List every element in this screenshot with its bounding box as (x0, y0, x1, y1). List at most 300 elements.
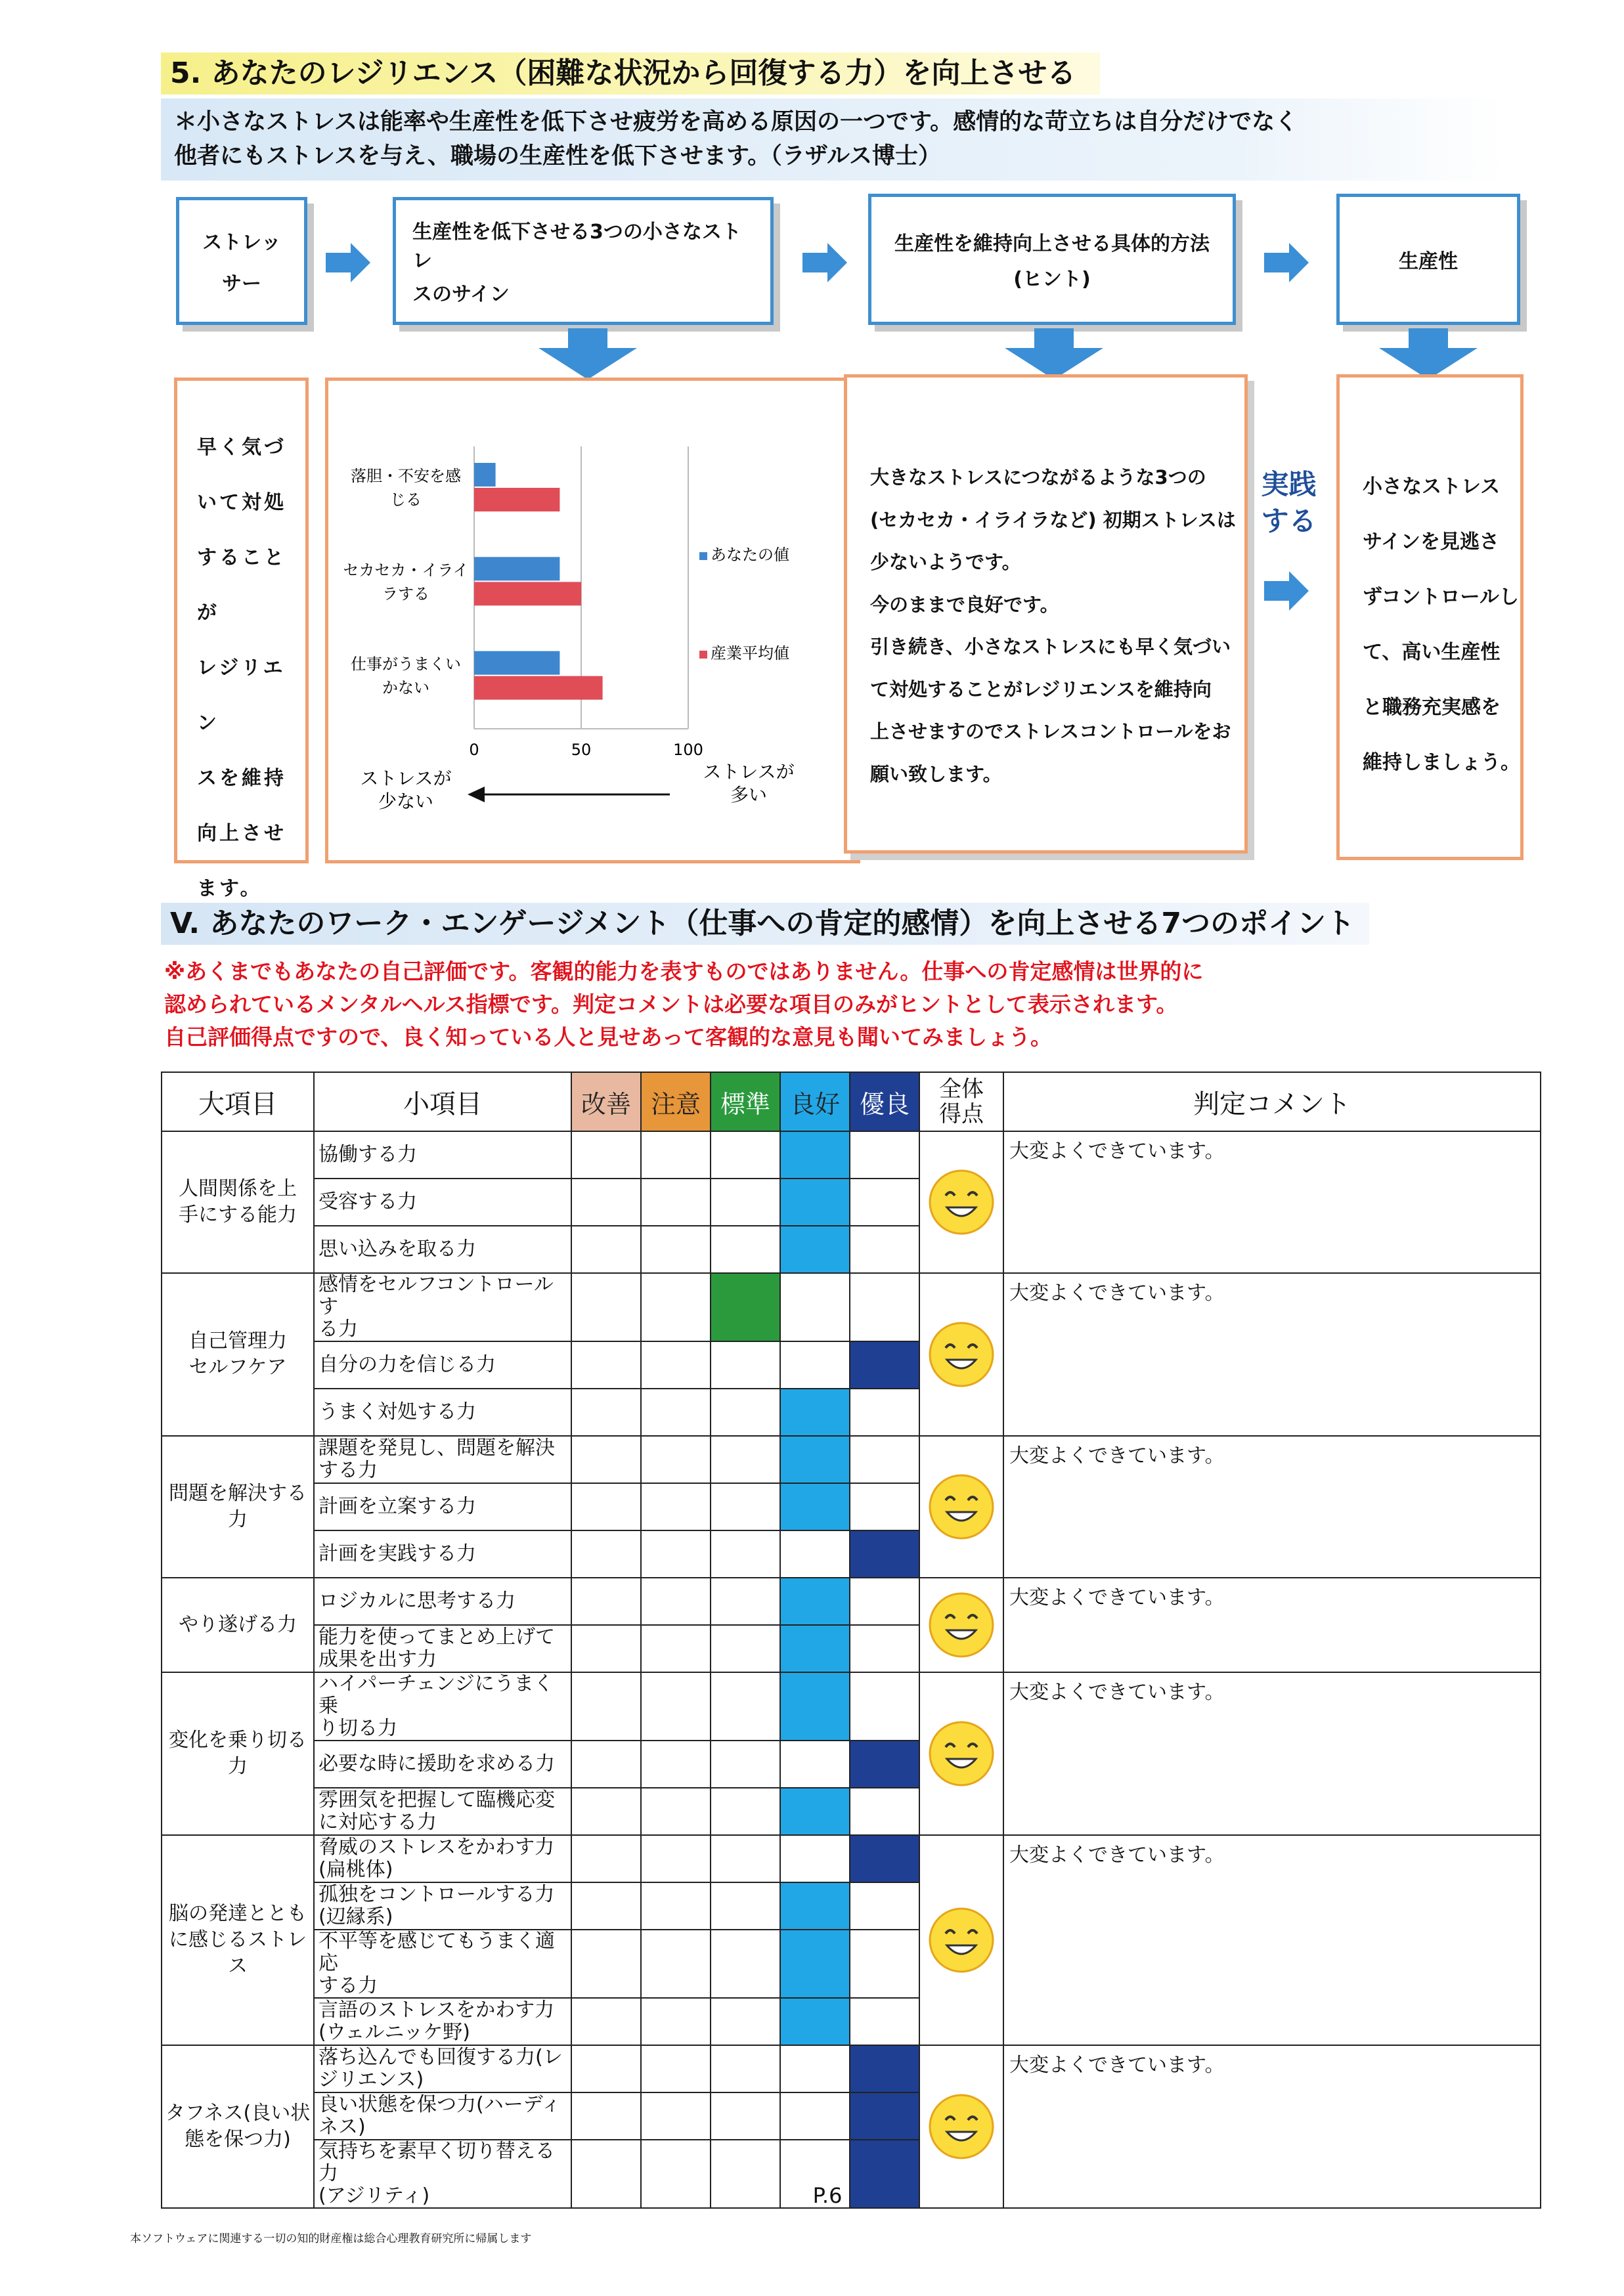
table-row (162, 1131, 1541, 1179)
down-arrow-icon (1376, 328, 1481, 381)
level-cell (850, 1436, 919, 1483)
item-cell (314, 1672, 571, 1741)
smiley-face-icon (927, 1906, 996, 1974)
bar-industry (474, 676, 603, 700)
right-arrow-icon (326, 240, 372, 286)
level-cell (641, 1131, 711, 1179)
level-marker (850, 2092, 919, 2140)
level-marker (780, 1226, 850, 1273)
level-cell (711, 1882, 780, 1930)
level-cell (571, 1835, 641, 1882)
item-line: (アジリティ) (318, 2184, 430, 2207)
copyright-notice: 本ソフトウェアに関連する一切の知的財産権は総合心理教育研究所に帰属します (130, 2232, 532, 2245)
level-marker (850, 1835, 919, 1882)
right-panel-line: 小さなストレス (1363, 475, 1501, 498)
level-cell (780, 1741, 850, 1788)
productivity-label: 生産性 (1399, 250, 1458, 273)
item-line: 不平等を感じてもうまく適応 (318, 1930, 555, 1975)
advice-line: 願い致します。 (870, 762, 1002, 785)
level-cell (641, 1672, 711, 1741)
level-cell (641, 1741, 711, 1788)
level-cell (711, 2140, 780, 2208)
category-cell (162, 1131, 314, 1273)
item-cell (314, 1835, 571, 1882)
level-cell (571, 1578, 641, 1625)
level-cell (641, 1788, 711, 1835)
level-cell (571, 1788, 641, 1835)
item-line: ネス) (318, 2115, 366, 2138)
advice-line: 引き続き、小さなストレスにも早く気づい (870, 636, 1231, 658)
level-cell (780, 1341, 850, 1389)
header-overall-line: 全体 (939, 1076, 984, 1102)
item-line: 計画を立案する力 (318, 1495, 476, 1518)
item-line: (ウェルニッケ野) (318, 2021, 471, 2044)
level-cell (850, 1226, 919, 1273)
level-cell (850, 1998, 919, 2045)
right-panel-line: て、高い生産性 (1363, 641, 1501, 664)
level-cell (571, 1530, 641, 1578)
smiley-face-icon (927, 1320, 996, 1389)
level-cell (850, 1672, 919, 1741)
right-panel-line: と職務充実感を (1363, 696, 1501, 719)
category-label: かない (382, 678, 429, 697)
category-label: ラする (382, 584, 429, 603)
overall-score-cell (919, 2045, 1003, 2208)
table-row (162, 1436, 1541, 1483)
right-panel-line: 維持しましょう。 (1363, 751, 1520, 774)
practice-line-1: 実践 (1261, 468, 1317, 500)
header-level: 標準 (711, 1072, 780, 1131)
category-line: 脳の発達ととも (169, 1902, 307, 1925)
category-label: 仕事がうまくい (351, 655, 461, 674)
level-cell (711, 1341, 780, 1389)
overall-score-cell (919, 1672, 1003, 1835)
advice-line: (セカセカ・イライラなど) 初期ストレスは (870, 508, 1236, 531)
level-marker (780, 1788, 850, 1835)
item-cell (314, 1273, 571, 1341)
stress-chart-panel (325, 378, 860, 863)
level-cell (641, 1578, 711, 1625)
level-cell (850, 1625, 919, 1672)
item-cell (314, 1788, 571, 1835)
item-line: 言語のストレスをかわす力 (318, 1999, 555, 2022)
level-marker (780, 1882, 850, 1930)
item-line: 計画を実践する力 (318, 1542, 476, 1565)
item-line: 孤独をコントロールする力 (318, 1883, 555, 1906)
level-cell (571, 1226, 641, 1273)
item-line: り切る力 (318, 1717, 397, 1740)
item-cell (314, 1530, 571, 1578)
level-marker (850, 2045, 919, 2092)
category-line: 人間関係を上 (179, 1177, 297, 1200)
method-label-2: (ヒント) (1013, 268, 1091, 291)
level-cell (850, 1273, 919, 1341)
level-cell (641, 1625, 711, 1672)
item-line: 感情をセルフコントロールす (318, 1273, 554, 1318)
level-cell (850, 1179, 919, 1226)
level-cell (641, 1835, 711, 1882)
engagement-table (161, 1072, 1541, 2209)
bar-yours (474, 557, 560, 580)
down-arrow-icon (535, 328, 640, 381)
level-marker (780, 1131, 850, 1179)
level-cell (641, 1998, 711, 2045)
level-cell (780, 2045, 850, 2092)
level-cell (571, 2045, 641, 2092)
item-line: 落ち込んでも回復する力(レ (318, 2046, 563, 2069)
comment-cell: 大変よくできています。 (1003, 1436, 1541, 1578)
item-line: 必要な時に援助を求める力 (318, 1752, 555, 1775)
item-line: ジリエンス) (318, 2068, 424, 2091)
method-label-1: 生産性を維持向上させる具体的方法 (894, 232, 1210, 255)
item-cell (314, 1436, 571, 1483)
item-cell (314, 1625, 571, 1672)
item-line: 脅威のストレスをかわす力 (318, 1836, 555, 1859)
quote-line-1: ＊小さなストレスは能率や生産性を低下させ疲労を高める原因の一つです。感情的な苛立ちは自分だけでなく (174, 109, 1298, 135)
item-cell (314, 1179, 571, 1226)
level-cell (780, 1530, 850, 1578)
category-line: セルフケア (188, 1356, 287, 1379)
flow-signs-box (393, 197, 774, 325)
smiley-face-icon (927, 1591, 996, 1659)
practice-label (1258, 466, 1320, 540)
note-line: 認められているメンタルヘルス指標です。判定コメントは必要な項目のみがヒントとして表示されます。 (164, 991, 1178, 1017)
level-cell (571, 1998, 641, 2045)
category-line: 自己管理力 (188, 1330, 287, 1353)
x-tick-label: 100 (673, 741, 703, 759)
item-line: に対応する力 (318, 1811, 437, 1834)
level-cell (850, 1788, 919, 1835)
item-cell (314, 1741, 571, 1788)
item-line: ロジカルに思考する力 (318, 1590, 516, 1613)
smiley-face-icon (927, 1473, 996, 1541)
advice-panel (844, 374, 1248, 854)
note-line: ※あくまでもあなたの自己評価です。客観的能力を表すものではありません。仕事への肯定感情は世界的に (164, 959, 1204, 984)
down-arrow-icon (1001, 328, 1107, 381)
smiley-face-icon (927, 1168, 996, 1236)
left-note: 少ない (378, 791, 434, 812)
advice-line: 大きなストレスにつながるような3つの (870, 466, 1206, 488)
flow-method-box (868, 194, 1236, 325)
level-marker (780, 1625, 850, 1672)
level-cell (571, 1625, 641, 1672)
overall-score-cell (919, 1578, 1003, 1672)
comment-cell: 大変よくできています。 (1003, 1131, 1541, 1273)
level-cell (641, 2092, 711, 2140)
header-comment: 判定コメント (1003, 1072, 1541, 1131)
category-line: 手にする能力 (179, 1203, 297, 1226)
category-line: 態を保つ力) (185, 2128, 291, 2151)
category-line: タフネス(良い状 (165, 2102, 311, 2125)
level-cell (711, 1672, 780, 1741)
level-cell (850, 1131, 919, 1179)
category-line: 力 (228, 1755, 248, 1778)
left-panel-line: することが (197, 546, 286, 624)
item-cell (314, 2045, 571, 2092)
item-line: 受容する力 (318, 1190, 417, 1213)
item-line: 雰囲気を把握して臨機応変 (318, 1788, 555, 1811)
level-cell (711, 1436, 780, 1483)
level-cell (641, 1483, 711, 1530)
level-cell (571, 1483, 641, 1530)
item-line: 思い込みを取る力 (318, 1238, 476, 1261)
level-cell (571, 1389, 641, 1436)
category-line: 力 (228, 1508, 248, 1531)
header-level: 良好 (780, 1072, 850, 1131)
comment-cell: 大変よくできています。 (1003, 2045, 1541, 2208)
table-row (162, 2045, 1541, 2092)
item-line: (扁桃体) (318, 1858, 393, 1881)
level-cell (711, 1930, 780, 1998)
level-cell (850, 1882, 919, 1930)
bar-industry (474, 488, 560, 511)
level-marker (780, 1483, 850, 1530)
left-panel-line: 向上させ (197, 822, 286, 845)
item-cell (314, 1998, 571, 2045)
level-marker (711, 1273, 780, 1341)
category-cell (162, 1578, 314, 1672)
level-cell (641, 1226, 711, 1273)
level-cell (780, 1273, 850, 1341)
level-cell (711, 1578, 780, 1625)
lazarus-quote (161, 98, 1507, 181)
category-cell (162, 1273, 314, 1436)
level-cell (641, 1882, 711, 1930)
level-cell (641, 1436, 711, 1483)
item-line: 協働する力 (318, 1143, 417, 1166)
level-marker (780, 1389, 850, 1436)
category-line: 変化を乗り切る (169, 1729, 307, 1752)
category-label: セカセカ・イライ (343, 561, 469, 580)
item-line: 良い状態を保つ力(ハーディ (318, 2093, 561, 2116)
level-cell (711, 1483, 780, 1530)
flow-productivity-box (1336, 194, 1520, 325)
level-cell (780, 1835, 850, 1882)
x-tick-label: 50 (571, 741, 592, 759)
x-tick-label: 0 (469, 741, 479, 759)
advice-line: 上させますのでストレスコントロールをお (870, 720, 1231, 743)
resilience-left-panel (174, 378, 309, 900)
item-cell (314, 1578, 571, 1625)
item-cell (314, 1341, 571, 1389)
level-marker (780, 1436, 850, 1483)
right-arrow-icon (1264, 568, 1310, 614)
level-cell (641, 1530, 711, 1578)
stressor-label-1: ストレッ (202, 231, 281, 255)
legend-label: 産業平均値 (711, 644, 789, 662)
left-panel-line: レジリエン (197, 657, 286, 735)
item-cell (314, 1930, 571, 1998)
level-marker (780, 1998, 850, 2045)
category-cell (162, 1672, 314, 1835)
item-line: 気持ちを素早く切り替える力 (318, 2140, 555, 2185)
right-panel-line: ずコントロールし (1363, 586, 1519, 609)
level-cell (641, 2045, 711, 2092)
direction-arrow-head (468, 787, 485, 802)
level-cell (711, 1998, 780, 2045)
overall-score-cell (919, 1131, 1003, 1273)
left-panel-line: 早く気づ (197, 436, 286, 459)
level-cell (641, 1273, 711, 1341)
right-arrow-icon (802, 240, 848, 286)
right-note: 多い (730, 784, 768, 806)
advice-line: て対処することがレジリエンスを維持向 (870, 678, 1212, 701)
level-cell (641, 1179, 711, 1226)
item-cell (314, 1226, 571, 1273)
level-cell (571, 1436, 641, 1483)
right-panel-line: サインを見逃さ (1363, 531, 1499, 553)
engagement-section-title: V. あなたのワーク・エンゲージメント（仕事への肯定的感情）を向上させる7つのポイント (161, 903, 1369, 945)
level-cell (571, 1273, 641, 1341)
stressor-label-2: サー (222, 272, 261, 295)
category-cell (162, 1436, 314, 1578)
header-overall (919, 1072, 1003, 1131)
item-line: 課題を発見し、問題を解決 (318, 1437, 555, 1460)
level-cell (571, 1741, 641, 1788)
item-line: 能力を使ってまとめ上げて (318, 1626, 555, 1649)
stress-bar-chart (328, 381, 857, 860)
item-line: 成果を出す力 (318, 1648, 437, 1671)
header-level: 改善 (571, 1072, 641, 1131)
level-cell (711, 1741, 780, 1788)
page-number: P.6 (812, 2183, 843, 2208)
item-cell (314, 1389, 571, 1436)
level-cell (641, 2140, 711, 2208)
bar-industry (474, 582, 581, 605)
advice-line: 今のままで良好です。 (870, 593, 1059, 616)
level-cell (850, 1389, 919, 1436)
level-cell (780, 2092, 850, 2140)
right-arrow-icon (1264, 240, 1310, 286)
level-cell (711, 2092, 780, 2140)
legend-label: あなたの値 (711, 546, 789, 564)
level-cell (711, 2045, 780, 2092)
level-marker (780, 1672, 850, 1741)
category-line: に感じるストレ (169, 1928, 307, 1951)
category-cell (162, 2045, 314, 2208)
item-line: うまく対処する力 (318, 1400, 476, 1423)
practice-line-2: する (1261, 505, 1317, 537)
resilience-section-title: 5. あなたのレジリエンス（困難な状況から回復する力）を向上させる (161, 53, 1100, 95)
item-cell (314, 2092, 571, 2140)
left-note: ストレスが (360, 768, 452, 789)
level-cell (571, 2092, 641, 2140)
level-marker (780, 1179, 850, 1226)
level-cell (711, 1131, 780, 1179)
category-line: やり遂げる力 (179, 1613, 297, 1636)
level-cell (711, 1226, 780, 1273)
legend-swatch (699, 552, 707, 560)
level-cell (711, 1835, 780, 1882)
signs-label-2: スのサイン (412, 282, 510, 306)
comment-cell: 大変よくできています。 (1003, 1835, 1541, 2045)
right-note: ストレスが (703, 761, 795, 783)
table-row (162, 1672, 1541, 1741)
comment-cell: 大変よくできています。 (1003, 1672, 1541, 1835)
level-cell (641, 1930, 711, 1998)
level-marker (850, 1741, 919, 1788)
level-cell (850, 1930, 919, 1998)
item-line: 自分の力を信じる力 (318, 1353, 496, 1376)
bar-yours (474, 651, 560, 675)
level-cell (571, 2140, 641, 2208)
category-line: 問題を解決する (169, 1482, 307, 1505)
category-label: じる (390, 490, 422, 509)
table-row (162, 1273, 1541, 1341)
category-label: 落胆・不安を感 (351, 467, 461, 485)
level-cell (571, 1131, 641, 1179)
left-panel-line: ます。 (197, 877, 263, 900)
engagement-note (164, 955, 1576, 1054)
level-cell (711, 1179, 780, 1226)
legend-swatch (699, 651, 707, 659)
item-line: する力 (318, 1459, 378, 1482)
level-marker (850, 1341, 919, 1389)
level-cell (850, 1578, 919, 1625)
bar-yours (474, 463, 496, 487)
item-line: る力 (318, 1318, 358, 1341)
level-cell (571, 1882, 641, 1930)
level-cell (571, 1930, 641, 1998)
header-level: 優良 (850, 1072, 919, 1131)
item-cell (314, 1882, 571, 1930)
category-line: ス (228, 1955, 248, 1978)
left-panel-line: スを維持 (197, 767, 286, 790)
item-cell (314, 1131, 571, 1179)
header-item: 小項目 (314, 1072, 571, 1131)
item-line: する力 (318, 1974, 378, 1997)
overall-score-cell (919, 1835, 1003, 2045)
advice-line: 少ないようです。 (870, 551, 1021, 573)
level-marker (850, 1530, 919, 1578)
level-cell (711, 1530, 780, 1578)
level-cell (571, 1179, 641, 1226)
left-panel-line: いて対処 (197, 491, 286, 514)
item-line: ハイパーチェンジにうまく乗 (318, 1672, 554, 1718)
level-marker (780, 1930, 850, 1998)
level-cell (641, 1341, 711, 1389)
quote-line-2: 他者にもストレスを与え、職場の生産性を低下させます。（ラザルス博士） (174, 143, 941, 169)
level-cell (711, 1389, 780, 1436)
flow-stressor-box (176, 197, 307, 325)
level-cell (711, 1788, 780, 1835)
overall-score-cell (919, 1273, 1003, 1436)
smiley-face-icon (927, 1720, 996, 1788)
table-row (162, 1835, 1541, 1882)
header-overall-line: 得点 (939, 1101, 984, 1127)
level-cell (711, 1625, 780, 1672)
level-marker (780, 1578, 850, 1625)
overall-score-cell (919, 1436, 1003, 1578)
comment-cell: 大変よくできています。 (1003, 1578, 1541, 1672)
level-cell (641, 1389, 711, 1436)
header-category: 大項目 (162, 1072, 314, 1131)
table-row (162, 1578, 1541, 1625)
note-line: 自己評価得点ですので、良く知っている人と見せあって客観的な意見も聞いてみましょう。 (164, 1024, 1053, 1050)
item-line: (辺縁系) (318, 1905, 393, 1928)
level-cell (571, 1341, 641, 1389)
comment-cell: 大変よくできています。 (1003, 1273, 1541, 1436)
item-cell (314, 1483, 571, 1530)
level-cell (571, 1672, 641, 1741)
item-cell (314, 2140, 571, 2208)
resilience-right-panel (1336, 374, 1524, 860)
level-cell (850, 1483, 919, 1530)
signs-label-1: 生産性を低下させる3つの小さなストレ (412, 221, 741, 273)
smiley-face-icon (927, 2092, 996, 2161)
header-level: 注意 (641, 1072, 711, 1131)
category-cell (162, 1835, 314, 2045)
